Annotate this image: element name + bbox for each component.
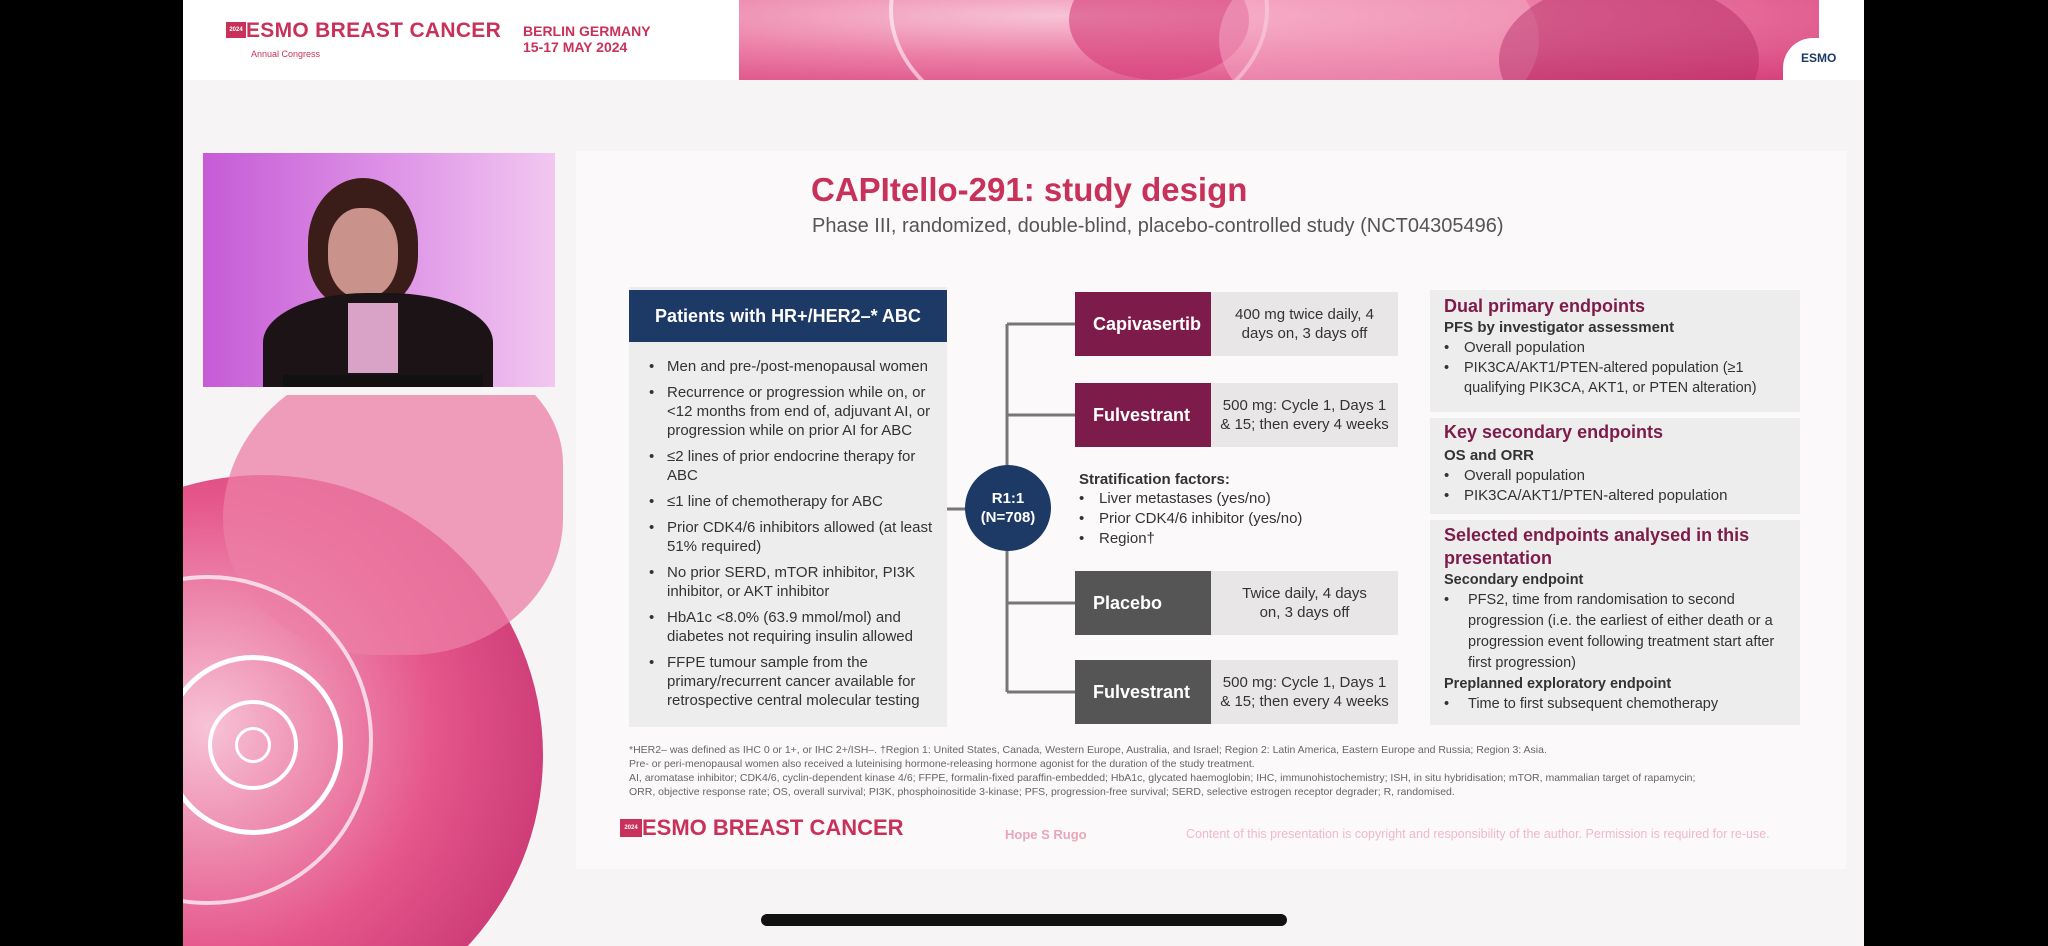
video-stage — [183, 0, 1864, 946]
footer-year-badge: 2024 — [620, 819, 642, 837]
esmo-brand-sub: Annual Congress — [251, 49, 321, 59]
selected-endpoints-box — [1430, 520, 1800, 725]
arm-capivasertib-label: Capivasertib — [1075, 292, 1211, 356]
dual-primary-box — [1430, 290, 1800, 412]
footer-presenter: Hope S Rugo — [1005, 827, 1087, 842]
presenter-face — [328, 208, 398, 298]
dual-primary-subtitle: PFS by investigator assessment — [1444, 319, 1675, 336]
dual-primary-item: • Overall population — [1444, 338, 1786, 358]
key-secondary-item: • PIK3CA/AKT1/PTEN-altered population — [1444, 486, 1786, 506]
event-dates: 15-17 MAY 2024 — [523, 39, 628, 55]
arm-capivasertib-dose: 400 mg twice daily, 4 days on, 3 days off — [1211, 292, 1398, 356]
stratification-item: • Liver metastases (yes/no) — [1079, 489, 1339, 509]
dual-primary-title: Dual primary endpoints — [1444, 296, 1646, 316]
criteria-item: • ≤1 line of chemotherapy for ABC — [649, 492, 941, 511]
key-secondary-title: Key secondary endpoints — [1444, 422, 1664, 442]
footnote-3: AI, aromatase inhibitor; CDK4/6, cyclin-dependent kinase 4/6; FFPE, formalin-fixed paraffin-embedded; HbA1c, glycated haemoglobin; IHC, immunohistochemistry; ISH, in situ hybridisation; mTOR, mammalian target of rapamycin; — [629, 772, 1696, 784]
banner-flower-image — [739, 0, 1819, 80]
esmo-brand: ESMO BREAST CANCER — [246, 19, 502, 42]
footnote-2: Pre- or peri-menopausal women also received a luteinising hormone-releasing hormone agonist for the duration of the study treatment. — [629, 758, 1255, 770]
home-indicator[interactable] — [761, 914, 1287, 926]
stratification-item: • Prior CDK4/6 inhibitor (yes/no) — [1079, 509, 1339, 529]
criteria-item: • HbA1c <8.0% (63.9 mmol/mol) and diabetes not requiring insulin allowed — [649, 608, 941, 646]
esmo-corner-logo: ESMO — [1783, 38, 1863, 80]
dual-primary-item: • PIK3CA/AKT1/PTEN-altered population (≥1 qualifying PIK3CA, AKT1, or PTEN alteration) — [1444, 358, 1786, 398]
secondary-endpoint-label: Secondary endpoint — [1444, 572, 1584, 588]
patients-header: Patients with HR+/HER2–* ABC — [629, 290, 947, 342]
top-banner — [183, 0, 1864, 80]
presenter-video — [203, 153, 555, 387]
stratification-title: Stratification factors: — [1079, 471, 1230, 488]
criteria-item: • Recurrence or progression while on, or <12 months from end of, adjuvant AI, or progression while on prior AI for ABC — [649, 383, 941, 440]
arm-fulvestrant-dose: 500 mg: Cycle 1, Days 1 & 15; then every 4 weeks — [1211, 383, 1398, 447]
criteria-item: • Men and pre-/post-menopausal women — [649, 357, 941, 376]
esmo-year-badge: 2024 — [226, 22, 246, 38]
arm-fulvestrant-placebo-dose: 500 mg: Cycle 1, Days 1 & 15; then every 4 weeks — [1211, 660, 1398, 724]
event-location: BERLIN GERMANY — [523, 23, 651, 39]
key-secondary-subtitle: OS and ORR — [1444, 447, 1535, 464]
slide-subtitle: Phase III, randomized, double-blind, placebo-controlled study (NCT04305496) — [812, 215, 1504, 237]
footer-copyright: Content of this presentation is copyright and responsibility of the author. Permission is required for re-use. — [1186, 827, 1770, 841]
selected-endpoints-title: Selected endpoints analysed in this presentation — [1444, 525, 1750, 568]
randomization-circle — [965, 465, 1051, 551]
footnote-1: *HER2– was defined as IHC 0 or 1+, or IHC 2+/ISH–. †Region 1: United States, Canada, Western Europe, Australia, and Israel; Region 2: Latin America, Eastern Europe and Russia; Region 3: Asia. — [629, 744, 1547, 756]
side-flower-image — [183, 395, 603, 946]
presenter-blouse — [348, 303, 398, 373]
exploratory-endpoint-label: Preplanned exploratory endpoint — [1444, 676, 1672, 692]
exploratory-endpoint-item: • Time to first subsequent chemotherapy — [1444, 694, 1786, 714]
arm-fulvestrant-label: Fulvestrant — [1075, 383, 1211, 447]
key-secondary-box — [1430, 418, 1800, 514]
stratification-item: • Region† — [1079, 529, 1339, 549]
footer-brand: ESMO BREAST CANCER — [642, 815, 904, 840]
arm-placebo-dose: Twice daily, 4 days on, 3 days off — [1211, 571, 1398, 635]
patient-criteria-list — [649, 357, 941, 717]
criteria-item: • FFPE tumour sample from the primary/recurrent cancer available for retrospective central molecular testing — [649, 653, 941, 710]
arm-fulvestrant-placebo-label: Fulvestrant — [1075, 660, 1211, 724]
key-secondary-item: • Overall population — [1444, 466, 1786, 486]
criteria-item: • ≤2 lines of prior endocrine therapy for ABC — [649, 447, 941, 485]
lectern — [283, 375, 483, 387]
secondary-endpoint-item: • PFS2, time from randomisation to second progression (i.e. the earliest of either death or a progression event following treatment start after first progression) — [1444, 590, 1786, 674]
randomization-ratio: R1:1 — [991, 490, 1025, 507]
slide-title: CAPItello-291: study design — [811, 171, 1248, 208]
randomization-n: (N=708) — [980, 509, 1036, 526]
arm-placebo-label: Placebo — [1075, 571, 1211, 635]
footnote-4: ORR, objective response rate; OS, overall survival; PI3K, phosphoinositide 3-kinase; PFS, progression-free survival; SERD, selective estrogen receptor degrader; R, randomised. — [629, 786, 1455, 798]
criteria-item: • No prior SERD, mTOR inhibitor, PI3K inhibitor, or AKT inhibitor — [649, 563, 941, 601]
stratification-block — [1079, 471, 1339, 549]
criteria-item: • Prior CDK4/6 inhibitors allowed (at least 51% required) — [649, 518, 941, 556]
